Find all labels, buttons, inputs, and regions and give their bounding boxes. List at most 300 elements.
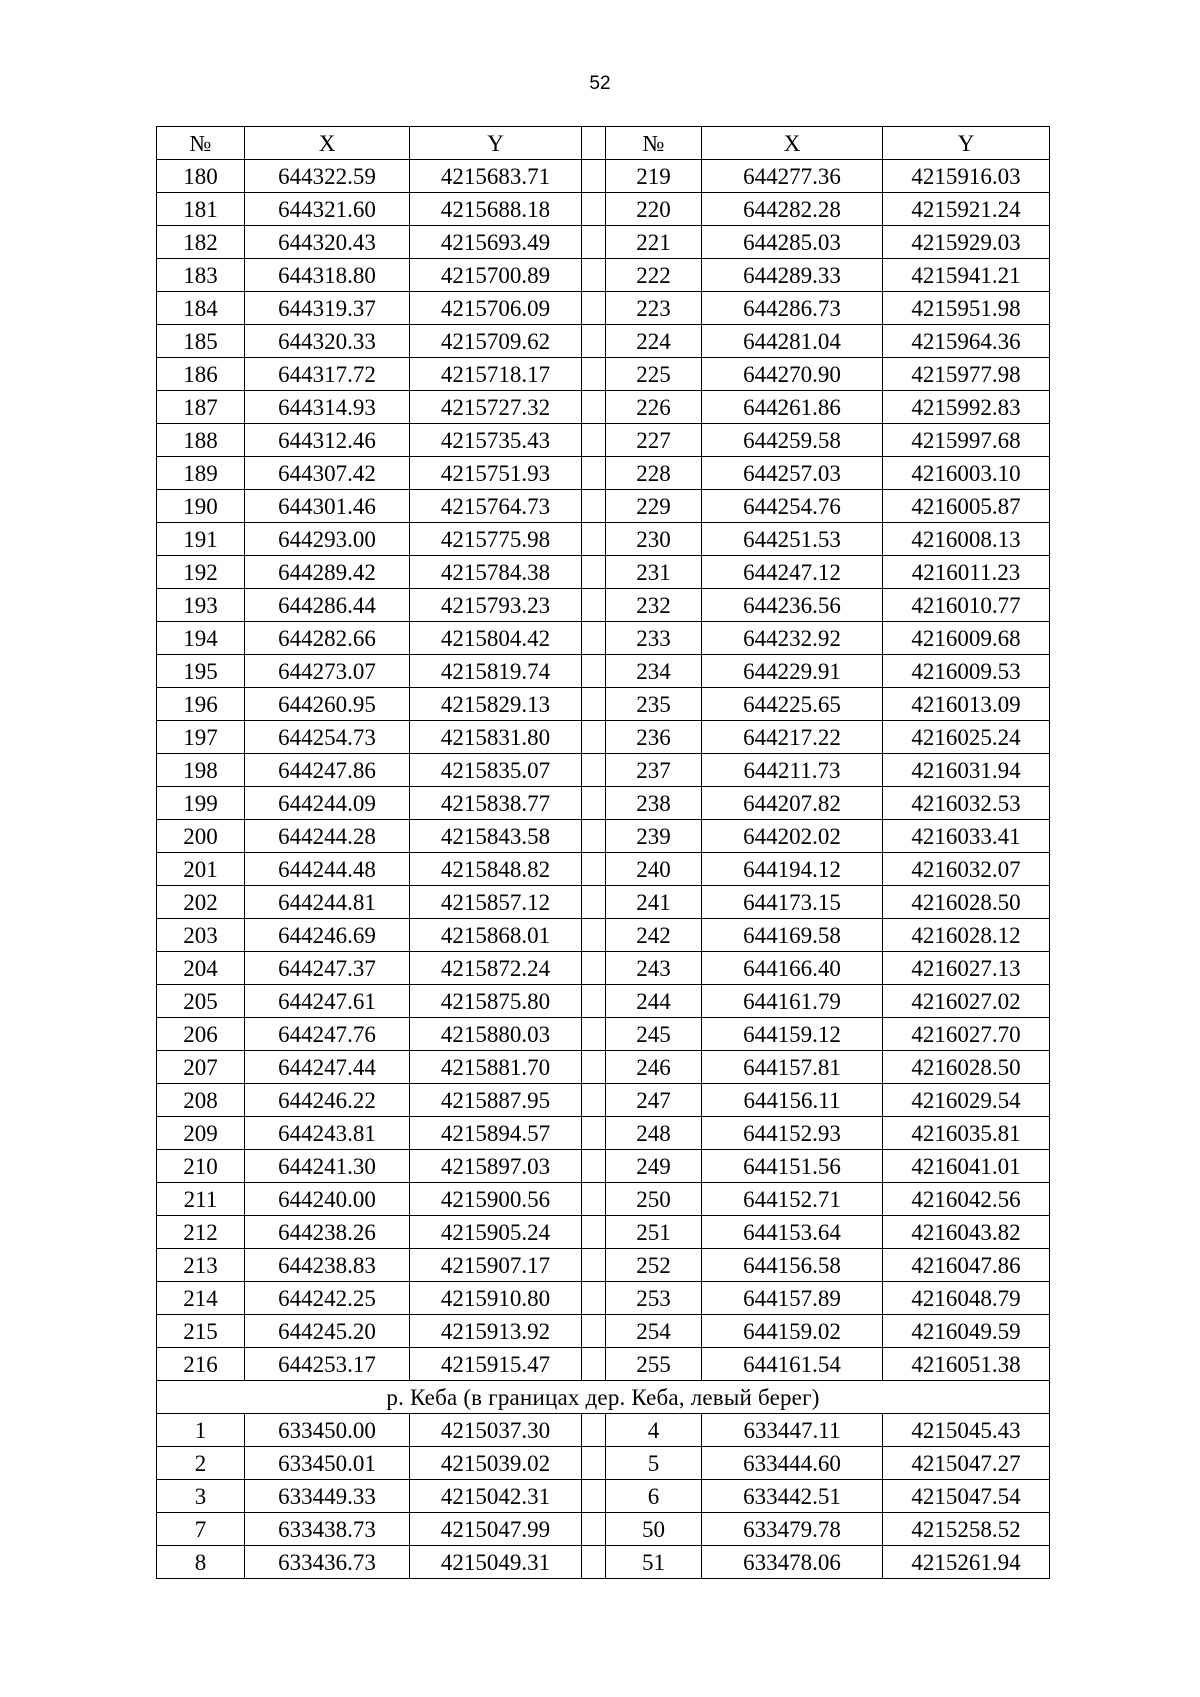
x-left: 644247.86: [245, 754, 410, 787]
table-row: [157, 160, 1050, 193]
point-number-right: 223: [606, 292, 702, 325]
point-number-right: 232: [606, 589, 702, 622]
point-number-right: 235: [606, 688, 702, 721]
x-left: 644240.00: [245, 1183, 410, 1216]
point-number-left: 203: [157, 919, 245, 952]
spacer: [582, 1018, 606, 1051]
y-right: 4216013.09: [883, 688, 1050, 721]
x-right: 644217.22: [702, 721, 883, 754]
table-row: [157, 1315, 1050, 1348]
y-right: 4216042.56: [883, 1183, 1050, 1216]
table-row: [157, 886, 1050, 919]
spacer: [582, 655, 606, 688]
x-right: 644270.90: [702, 358, 883, 391]
y-left: 4215838.77: [410, 787, 582, 820]
y-right: 4216027.13: [883, 952, 1050, 985]
point-number-right: 246: [606, 1051, 702, 1084]
point-number-right: 5: [606, 1447, 702, 1480]
table-row: [157, 1546, 1050, 1579]
point-number-right: 233: [606, 622, 702, 655]
y-left: 4215872.24: [410, 952, 582, 985]
y-right: 4215951.98: [883, 292, 1050, 325]
point-number-left: 211: [157, 1183, 245, 1216]
spacer: [582, 754, 606, 787]
spacer: [582, 1282, 606, 1315]
table-row: [157, 1051, 1050, 1084]
point-number-right: 234: [606, 655, 702, 688]
spacer: [582, 226, 606, 259]
header-y-left: Y: [410, 127, 582, 160]
y-right: 4216028.50: [883, 886, 1050, 919]
table-row: [157, 1249, 1050, 1282]
y-left: 4215910.80: [410, 1282, 582, 1315]
point-number-right: 219: [606, 160, 702, 193]
x-left: 644244.48: [245, 853, 410, 886]
x-right: 633444.60: [702, 1447, 883, 1480]
point-number-left: 214: [157, 1282, 245, 1315]
point-number-right: 236: [606, 721, 702, 754]
spacer: [582, 1051, 606, 1084]
spacer: [582, 1348, 606, 1381]
y-right: 4216048.79: [883, 1282, 1050, 1315]
point-number-right: 248: [606, 1117, 702, 1150]
spacer: [582, 1249, 606, 1282]
table-row: [157, 1150, 1050, 1183]
x-right: 644225.65: [702, 688, 883, 721]
table-row: [157, 1348, 1050, 1381]
point-number-left: 199: [157, 787, 245, 820]
point-number-left: 191: [157, 523, 245, 556]
y-right: 4216011.23: [883, 556, 1050, 589]
y-left: 4215881.70: [410, 1051, 582, 1084]
point-number-right: 247: [606, 1084, 702, 1117]
x-right: 644157.89: [702, 1282, 883, 1315]
spacer: [582, 820, 606, 853]
x-right: 644286.73: [702, 292, 883, 325]
y-left: 4215857.12: [410, 886, 582, 919]
y-right: 4216043.82: [883, 1216, 1050, 1249]
y-right: 4216031.94: [883, 754, 1050, 787]
y-left: 4215727.32: [410, 391, 582, 424]
x-right: 644152.71: [702, 1183, 883, 1216]
x-left: 644245.20: [245, 1315, 410, 1348]
x-right: 644281.04: [702, 325, 883, 358]
table-row: [157, 1282, 1050, 1315]
point-number-left: 212: [157, 1216, 245, 1249]
y-left: 4215843.58: [410, 820, 582, 853]
y-right: 4216027.02: [883, 985, 1050, 1018]
table-row: [157, 1447, 1050, 1480]
point-number-right: 221: [606, 226, 702, 259]
spacer: [582, 490, 606, 523]
table-row: [157, 787, 1050, 820]
x-right: 633478.06: [702, 1546, 883, 1579]
x-left: 644312.46: [245, 424, 410, 457]
x-left: 644246.69: [245, 919, 410, 952]
y-left: 4215894.57: [410, 1117, 582, 1150]
y-left: 4215831.80: [410, 721, 582, 754]
y-left: 4215907.17: [410, 1249, 582, 1282]
spacer: [582, 523, 606, 556]
y-right: 4215916.03: [883, 160, 1050, 193]
point-number-left: 180: [157, 160, 245, 193]
y-right: 4216047.86: [883, 1249, 1050, 1282]
table-row: [157, 622, 1050, 655]
table-row: [157, 391, 1050, 424]
y-right: 4216051.38: [883, 1348, 1050, 1381]
point-number-left: 7: [157, 1513, 245, 1546]
spacer: [582, 622, 606, 655]
x-right: 644259.58: [702, 424, 883, 457]
y-right: 4216029.54: [883, 1084, 1050, 1117]
y-right: 4215929.03: [883, 226, 1050, 259]
point-number-right: 254: [606, 1315, 702, 1348]
x-left: 633450.01: [245, 1447, 410, 1480]
point-number-right: 242: [606, 919, 702, 952]
spacer: [582, 292, 606, 325]
y-left: 4215897.03: [410, 1150, 582, 1183]
point-number-left: 1: [157, 1414, 245, 1447]
y-left: 4215751.93: [410, 457, 582, 490]
table-row: [157, 589, 1050, 622]
point-number-right: 51: [606, 1546, 702, 1579]
table-row: [157, 490, 1050, 523]
x-right: 644236.56: [702, 589, 883, 622]
page-number: 52: [589, 73, 611, 94]
x-right: 633447.11: [702, 1414, 883, 1447]
point-number-left: 196: [157, 688, 245, 721]
spacer: [582, 358, 606, 391]
section-title: р. Кеба (в границах дер. Кеба, левый берег): [157, 1381, 1050, 1414]
x-right: 644277.36: [702, 160, 883, 193]
x-left: 644320.43: [245, 226, 410, 259]
header-number-right: №: [606, 127, 702, 160]
point-number-left: 2: [157, 1447, 245, 1480]
point-number-left: 210: [157, 1150, 245, 1183]
header-x-left: X: [245, 127, 410, 160]
point-number-right: 243: [606, 952, 702, 985]
spacer: [582, 1480, 606, 1513]
x-right: 644285.03: [702, 226, 883, 259]
x-left: 644293.00: [245, 523, 410, 556]
point-number-left: 8: [157, 1546, 245, 1579]
y-left: 4215037.30: [410, 1414, 582, 1447]
point-number-left: 216: [157, 1348, 245, 1381]
x-right: 644211.73: [702, 754, 883, 787]
y-left: 4215049.31: [410, 1546, 582, 1579]
table-row: [157, 1183, 1050, 1216]
x-left: 644320.33: [245, 325, 410, 358]
x-right: 644202.02: [702, 820, 883, 853]
section2-header: [157, 1381, 1050, 1414]
x-right: 633479.78: [702, 1513, 883, 1546]
table-row: [157, 358, 1050, 391]
spacer: [582, 325, 606, 358]
y-left: 4215735.43: [410, 424, 582, 457]
y-right: 4215261.94: [883, 1546, 1050, 1579]
point-number-right: 252: [606, 1249, 702, 1282]
point-number-left: 202: [157, 886, 245, 919]
y-left: 4215709.62: [410, 325, 582, 358]
x-left: 644322.59: [245, 160, 410, 193]
y-right: 4215992.83: [883, 391, 1050, 424]
x-left: 644317.72: [245, 358, 410, 391]
x-right: 644159.02: [702, 1315, 883, 1348]
y-left: 4215706.09: [410, 292, 582, 325]
x-right: 644257.03: [702, 457, 883, 490]
point-number-left: 193: [157, 589, 245, 622]
y-right: 4215047.54: [883, 1480, 1050, 1513]
table-row: [157, 754, 1050, 787]
y-right: 4216028.12: [883, 919, 1050, 952]
table-row: [157, 820, 1050, 853]
y-left: 4215880.03: [410, 1018, 582, 1051]
point-number-right: 227: [606, 424, 702, 457]
spacer: [582, 853, 606, 886]
y-left: 4215693.49: [410, 226, 582, 259]
point-number-left: 183: [157, 259, 245, 292]
y-right: 4216025.24: [883, 721, 1050, 754]
point-number-right: 244: [606, 985, 702, 1018]
x-right: 644152.93: [702, 1117, 883, 1150]
point-number-right: 239: [606, 820, 702, 853]
x-left: 644244.28: [245, 820, 410, 853]
y-right: 4216009.68: [883, 622, 1050, 655]
point-number-left: 190: [157, 490, 245, 523]
spacer: [582, 1315, 606, 1348]
y-left: 4215688.18: [410, 193, 582, 226]
spacer: [582, 1414, 606, 1447]
x-left: 644243.81: [245, 1117, 410, 1150]
y-left: 4215905.24: [410, 1216, 582, 1249]
table-row: [157, 1513, 1050, 1546]
point-number-left: 182: [157, 226, 245, 259]
spacer: [582, 160, 606, 193]
y-left: 4215793.23: [410, 589, 582, 622]
point-number-right: 50: [606, 1513, 702, 1546]
y-right: 4215977.98: [883, 358, 1050, 391]
spacer: [582, 1183, 606, 1216]
table-row: [157, 853, 1050, 886]
point-number-right: 250: [606, 1183, 702, 1216]
point-number-left: 188: [157, 424, 245, 457]
y-left: 4215804.42: [410, 622, 582, 655]
x-left: 644238.83: [245, 1249, 410, 1282]
x-left: 644286.44: [245, 589, 410, 622]
y-left: 4215819.74: [410, 655, 582, 688]
y-right: 4216027.70: [883, 1018, 1050, 1051]
y-left: 4215829.13: [410, 688, 582, 721]
table-row: [157, 193, 1050, 226]
point-number-left: 189: [157, 457, 245, 490]
x-right: 644156.58: [702, 1249, 883, 1282]
table-row: [157, 292, 1050, 325]
table-row: [157, 1414, 1050, 1447]
x-right: 644151.56: [702, 1150, 883, 1183]
point-number-left: 186: [157, 358, 245, 391]
y-left: 4215835.07: [410, 754, 582, 787]
point-number-left: 200: [157, 820, 245, 853]
x-left: 644314.93: [245, 391, 410, 424]
x-left: 633438.73: [245, 1513, 410, 1546]
y-right: 4216032.07: [883, 853, 1050, 886]
table-row: [157, 985, 1050, 1018]
spacer: [582, 919, 606, 952]
table-row: [157, 1480, 1050, 1513]
spacer: [582, 1084, 606, 1117]
x-left: 644307.42: [245, 457, 410, 490]
x-left: 644242.25: [245, 1282, 410, 1315]
point-number-left: 185: [157, 325, 245, 358]
y-right: 4216028.50: [883, 1051, 1050, 1084]
y-left: 4215784.38: [410, 556, 582, 589]
y-right: 4215941.21: [883, 259, 1050, 292]
spacer: [582, 787, 606, 820]
spacer: [582, 886, 606, 919]
x-right: 644166.40: [702, 952, 883, 985]
point-number-right: 249: [606, 1150, 702, 1183]
table-row: [157, 523, 1050, 556]
x-right: 644261.86: [702, 391, 883, 424]
y-right: 4216033.41: [883, 820, 1050, 853]
point-number-right: 241: [606, 886, 702, 919]
point-number-right: 224: [606, 325, 702, 358]
y-right: 4215964.36: [883, 325, 1050, 358]
x-right: 644157.81: [702, 1051, 883, 1084]
y-left: 4215764.73: [410, 490, 582, 523]
point-number-left: 3: [157, 1480, 245, 1513]
spacer: [582, 589, 606, 622]
point-number-right: 225: [606, 358, 702, 391]
point-number-left: 215: [157, 1315, 245, 1348]
point-number-right: 6: [606, 1480, 702, 1513]
point-number-right: 226: [606, 391, 702, 424]
y-right: 4216003.10: [883, 457, 1050, 490]
x-right: 644173.15: [702, 886, 883, 919]
y-left: 4215875.80: [410, 985, 582, 1018]
point-number-left: 201: [157, 853, 245, 886]
point-number-right: 222: [606, 259, 702, 292]
y-left: 4215848.82: [410, 853, 582, 886]
table-row: [157, 1084, 1050, 1117]
point-number-right: 231: [606, 556, 702, 589]
y-right: 4215258.52: [883, 1513, 1050, 1546]
y-left: 4215700.89: [410, 259, 582, 292]
x-left: 644319.37: [245, 292, 410, 325]
table-row: [157, 556, 1050, 589]
spacer: [582, 457, 606, 490]
spacer: [582, 1546, 606, 1579]
y-left: 4215900.56: [410, 1183, 582, 1216]
x-right: 644247.12: [702, 556, 883, 589]
x-left: 644247.44: [245, 1051, 410, 1084]
x-left: 644260.95: [245, 688, 410, 721]
section1-body: [157, 160, 1050, 1381]
table-row: [157, 226, 1050, 259]
y-left: 4215868.01: [410, 919, 582, 952]
point-number-left: 187: [157, 391, 245, 424]
point-number-left: 184: [157, 292, 245, 325]
x-left: 644241.30: [245, 1150, 410, 1183]
x-left: 633449.33: [245, 1480, 410, 1513]
table-row: [157, 721, 1050, 754]
x-left: 644301.46: [245, 490, 410, 523]
table-row: [157, 1018, 1050, 1051]
section2-body: [157, 1414, 1050, 1579]
x-left: 644247.61: [245, 985, 410, 1018]
point-number-left: 213: [157, 1249, 245, 1282]
point-number-left: 195: [157, 655, 245, 688]
x-left: 644244.81: [245, 886, 410, 919]
point-number-left: 204: [157, 952, 245, 985]
spacer: [582, 1447, 606, 1480]
header-y-right: Y: [883, 127, 1050, 160]
coordinates-table: [156, 126, 1050, 1579]
table-row: [157, 688, 1050, 721]
x-right: 644282.28: [702, 193, 883, 226]
x-right: 644161.54: [702, 1348, 883, 1381]
point-number-right: 238: [606, 787, 702, 820]
x-left: 633436.73: [245, 1546, 410, 1579]
table-row: [157, 259, 1050, 292]
x-right: 644153.64: [702, 1216, 883, 1249]
point-number-left: 198: [157, 754, 245, 787]
x-left: 644254.73: [245, 721, 410, 754]
x-right: 644156.11: [702, 1084, 883, 1117]
spacer: [582, 424, 606, 457]
y-right: 4215045.43: [883, 1414, 1050, 1447]
section-title-row: [157, 1381, 1050, 1414]
y-left: 4215913.92: [410, 1315, 582, 1348]
point-number-right: 229: [606, 490, 702, 523]
x-left: 644247.76: [245, 1018, 410, 1051]
spacer: [582, 1513, 606, 1546]
y-left: 4215887.95: [410, 1084, 582, 1117]
x-right: 644194.12: [702, 853, 883, 886]
x-right: 644289.33: [702, 259, 883, 292]
table-row: [157, 325, 1050, 358]
point-number-left: 208: [157, 1084, 245, 1117]
point-number-right: 228: [606, 457, 702, 490]
point-number-left: 209: [157, 1117, 245, 1150]
x-right: 644229.91: [702, 655, 883, 688]
point-number-right: 240: [606, 853, 702, 886]
x-left: 644244.09: [245, 787, 410, 820]
y-left: 4215039.02: [410, 1447, 582, 1480]
point-number-right: 245: [606, 1018, 702, 1051]
x-left: 633450.00: [245, 1414, 410, 1447]
x-right: 633442.51: [702, 1480, 883, 1513]
x-left: 644247.37: [245, 952, 410, 985]
y-right: 4216041.01: [883, 1150, 1050, 1183]
y-right: 4215997.68: [883, 424, 1050, 457]
header-number-left: №: [157, 127, 245, 160]
y-left: 4215047.99: [410, 1513, 582, 1546]
spacer: [582, 556, 606, 589]
point-number-right: 4: [606, 1414, 702, 1447]
table-row: [157, 655, 1050, 688]
point-number-left: 206: [157, 1018, 245, 1051]
y-right: 4216032.53: [883, 787, 1050, 820]
point-number-left: 181: [157, 193, 245, 226]
y-left: 4215683.71: [410, 160, 582, 193]
spacer: [582, 721, 606, 754]
point-number-left: 192: [157, 556, 245, 589]
x-left: 644321.60: [245, 193, 410, 226]
spacer: [582, 259, 606, 292]
y-left: 4215915.47: [410, 1348, 582, 1381]
y-right: 4216035.81: [883, 1117, 1050, 1150]
